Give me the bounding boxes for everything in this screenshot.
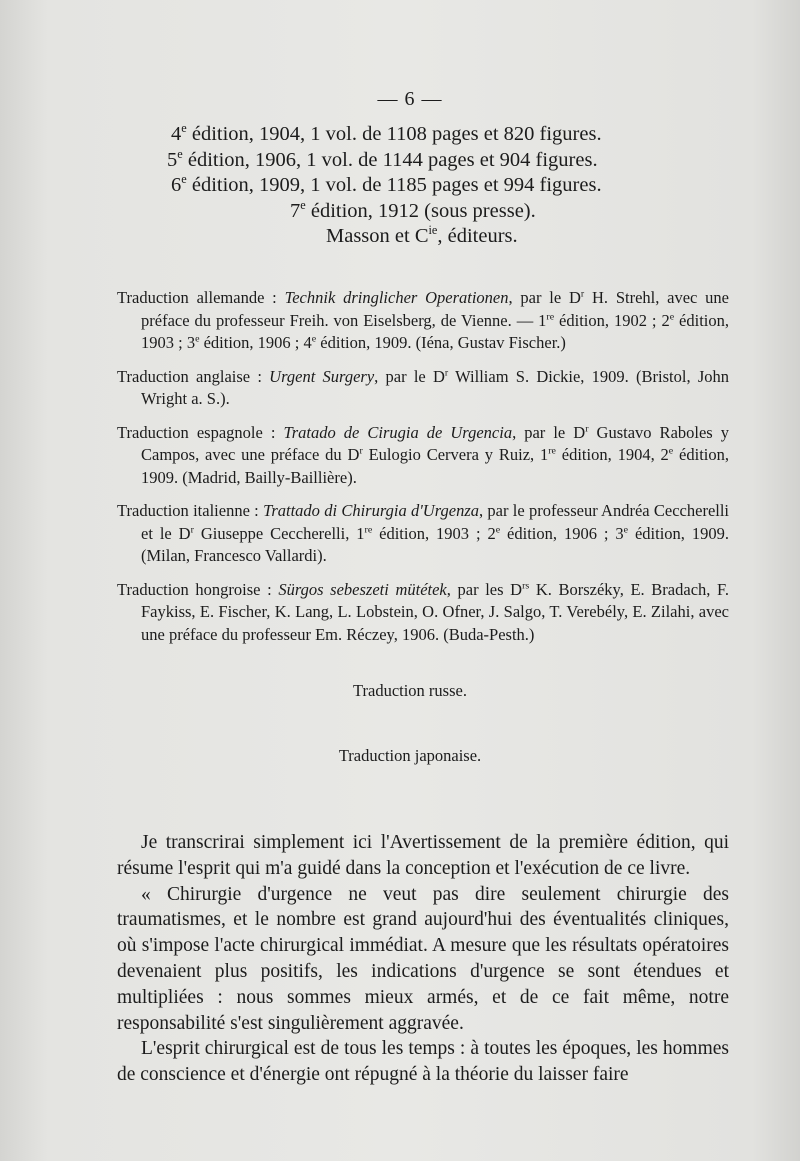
translation-details: , par le $D^r$ H. Strehl, avec une préface du professeur Freih. von Eiselsberg, de Vienne. — 1re édition, 1902 ; 2e édition, 1903 ; 3e édition, 1906 ; 4e édition, 1909. (Iéna, Gustav Fischer.) [141, 288, 729, 352]
translation-title: Tratado de Cirugia de Urgencia [283, 422, 513, 442]
paragraph: L'esprit chirurgical est de tous les temps : à toutes les époques, les hommes de conscience et d'énergie ont répugné à la théorie du laisser faire [117, 1038, 729, 1086]
translation-label: Traduction espagnole : [117, 422, 284, 442]
translation-russian: Traduction russe. [353, 681, 467, 700]
translation-title: Sürgos sebeszeti mütétek [278, 579, 447, 599]
translation-title: Technik dringlicher Operationen [284, 288, 509, 307]
paragraph: Je transcrirai simplement ici l'Avertissement de la première édition, qui résume l'esprit qui m'a guidé dans la conception et l'exécution de ce livre. [117, 832, 729, 879]
translation-details: , par le $D^r$ William S. Dickie, 1909. (Bristol, John Wright a. S.). [141, 366, 729, 408]
translation-entry [117, 579, 729, 647]
translation-japanese: Traduction japonaise. [338, 746, 482, 765]
edition-line: 5e édition, 1906, 1 vol. de 1144 pages et 904 figures. [167, 146, 598, 171]
publisher-line: Masson et $C^{ie}$, éditeurs. [326, 223, 518, 247]
translation-label: Traduction anglaise : [117, 366, 270, 386]
paragraph: « Chirurgie d'urgence ne veut pas dire seulement chirurgie des traumatismes, et le nombre est grand aujourd'hui des éventualités cliniques, où s'impose l'acte chirurgical immédiat. A mesure que les résultats opératoires devenaient plus positifs, les indications d'urgence se sont étendues et multipliées : nous sommes mieux armés, et de ce fait même, notre responsabilité s'est singulièrement aggravée. [117, 883, 729, 1034]
translation-entry [117, 500, 729, 568]
edition-line: 4e édition, 1904, 1 vol. de 1108 pages et 820 figures. [171, 121, 602, 145]
translation-label: Traduction italienne : [117, 501, 264, 520]
translation-title: Urgent Surgery [269, 366, 375, 386]
body-text [117, 830, 729, 1088]
translation-entry [117, 287, 729, 355]
translation-entry [117, 422, 729, 490]
editions-list [0, 122, 800, 250]
translation-label: Traduction hongroise : [117, 579, 279, 599]
translation-details: , par le professeur Andréa Ceccherelli et le $D^r$ Giuseppe Ceccherelli, 1re édition, 1903 ; 2e édition, 1906 ; 3e édition, 1909. (Milan, Francesco Vallardi). [141, 501, 730, 565]
translation-title: Trattado di Chirurgia d'Urgenza [263, 501, 480, 520]
translation-details: , par les $D^{rs}$ K. Borszéky, E. Bradach, F. Faykiss, E. Fischer, K. Lang, L. Lobstein, O. Ofner, J. Salgo, T. Verebély, E. Zilahi, avec une préface du professeur Em. Réczey, 1906. (Buda-Pesth.) [141, 579, 729, 644]
translation-label: Traduction allemande : [117, 288, 285, 307]
page-number: — 6 — [377, 88, 443, 110]
edition-line: 7e édition, 1912 (sous presse). [290, 197, 536, 222]
translation-entry [117, 366, 729, 411]
translation-details: , par le $D^r$ Gustavo Raboles y Campos, avec une préface du $D^r$ Eulogio Cervera y Ruiz, 1re édition, 1904, 2e édition, 1909. (Madrid, Bailly-Baillière). [141, 422, 729, 487]
translations-list [117, 287, 729, 657]
edition-line: 6e édition, 1909, 1 vol. de 1185 pages et 994 figures. [171, 172, 602, 196]
